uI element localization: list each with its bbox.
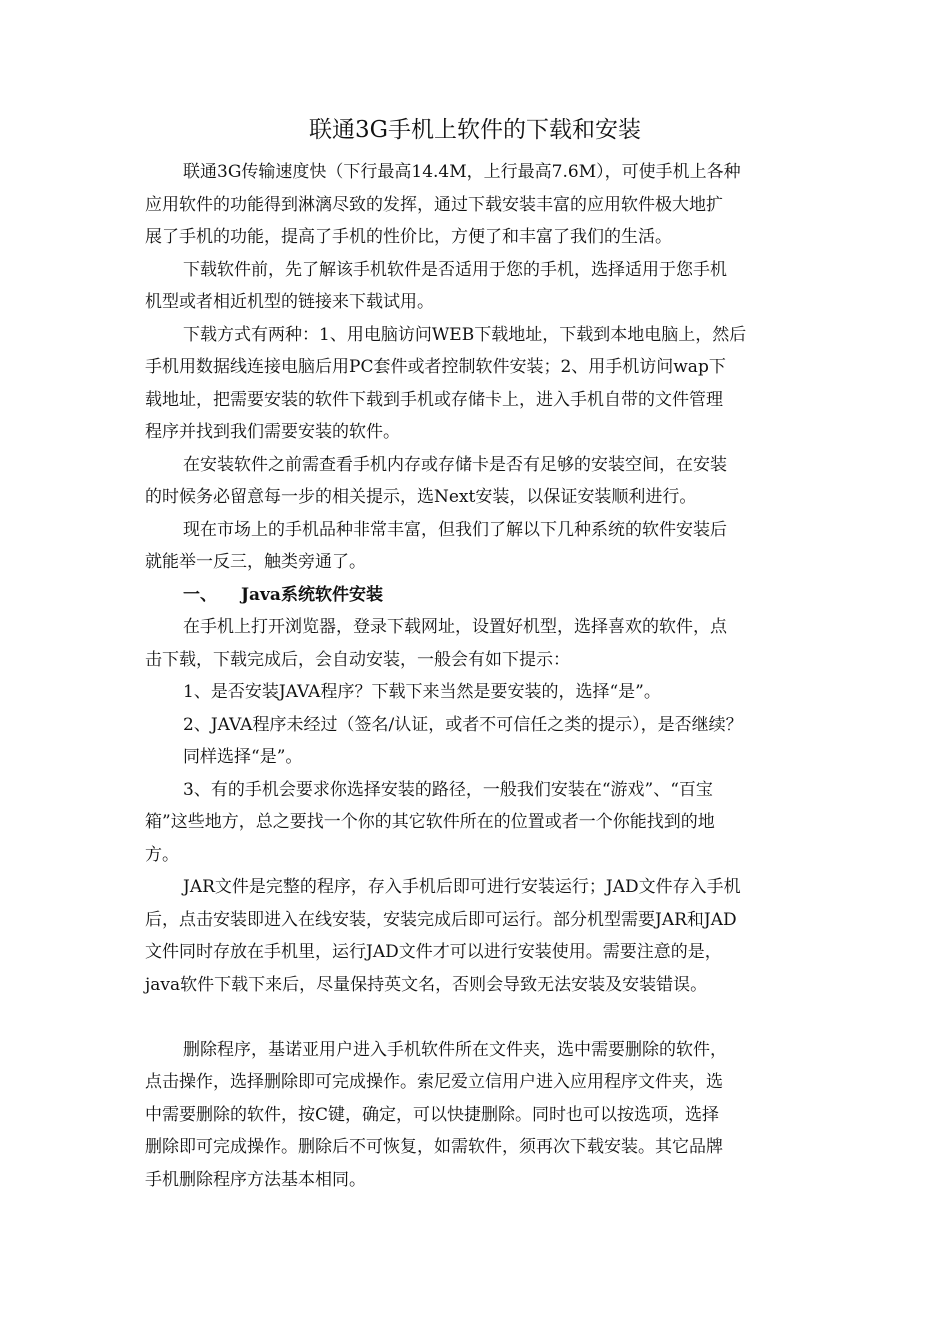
list-item-3-line-2: 箱”这些地方，总之要找一个你的其它软件所在的位置或者一个你能找到的地 [145,812,715,832]
paragraph-space-line-1: 在安装软件之前需查看手机内存或存储卡是否有足够的安装空间，在安装 [183,455,727,475]
paragraph-intro-line-3: 展了手机的功能，提高了手机的性价比，方便了和丰富了我们的生活。 [145,227,672,247]
paragraph-jar-line-4: java软件下载下来后，尽量保持英文名，否则会导致无法安装及安装错误。 [145,975,708,995]
list-item-1: 1、是否安装JAVA程序？下载下来当然是要安装的，选择“是”。 [183,682,661,702]
section-heading-java [183,579,810,611]
paragraph-intro-line-1: 联通3G传输速度快（下行最高14.4M，上行最高7.6M），可使手机上各种 [183,162,741,182]
list-item-2-continued: 同样选择“是”。 [183,747,303,767]
paragraph-jar-line-1: JAR文件是完整的程序，存入手机后即可进行安装运行；JAD文件存入手机 [183,877,741,897]
section-heading-text: Java系统软件安装 [241,585,383,605]
paragraph-prep-line-1: 下载软件前，先了解该手机软件是否适用于您的手机，选择适用于您手机 [183,260,727,280]
paragraph-intro-line-2: 应用软件的功能得到淋漓尽致的发挥，通过下载安装丰富的应用软件极大地扩 [145,195,723,215]
list-item-3-line-3: 方。 [145,845,179,865]
list-item-2: 2、JAVA程序未经过（签名/认证，或者不可信任之类的提示），是否继续？ [183,715,743,735]
paragraph-delete-line-1: 删除程序，基诺亚用户进入手机软件所在文件夹，选中需要删除的软件， [183,1040,727,1060]
paragraph-delete-line-4: 删除即可完成操作。删除后不可恢复，如需软件，须再次下载安装。其它品牌 [145,1137,723,1157]
paragraph-delete-line-5: 手机删除程序方法基本相同。 [145,1170,366,1190]
paragraph-methods-line-3: 载地址，把需要安装的软件下载到手机或存储卡上，进入手机自带的文件管理 [145,390,723,410]
paragraph-jar-line-2: 后，点击安装即进入在线安装，安装完成后即可运行。部分机型需要JAR和JAD [145,910,737,930]
paragraph-delete-line-3: 中需要删除的软件，按C键，确定，可以快捷删除。同时也可以按选项，选择 [145,1105,720,1125]
paragraph-java-line-2: 击下载，下载完成后，会自动安装，一般会有如下提示： [145,650,570,670]
document-title: 联通3G手机上软件的下载和安装 [308,117,641,143]
section-heading-number: 一、 [183,585,217,605]
paragraph-market-line-2: 就能举一反三，触类旁通了。 [145,552,366,572]
paragraph-java-line-1: 在手机上打开浏览器，登录下载网址，设置好机型，选择喜欢的软件，点 [183,617,727,637]
list-item-3-line-1: 3、有的手机会要求你选择安装的路径，一般我们安装在“游戏”、“百宝 [183,780,713,800]
paragraph-methods-line-4: 程序并找到我们需要安装的软件。 [145,422,400,442]
paragraph-jar-line-3: 文件同时存放在手机里，运行JAD文件才可以进行安装使用。需要注意的是， [145,942,722,962]
paragraph-methods-line-1: 下载方式有两种：1、用电脑访问WEB下载地址，下载到本地电脑上，然后 [183,325,747,345]
paragraph-methods-line-2: 手机用数据线连接电脑后用PC套件或者控制软件安装；2、用手机访问wap下 [145,357,726,377]
paragraph-space-line-2: 的时候务必留意每一步的相关提示，选Next安装，以保证安装顺利进行。 [145,487,697,507]
paragraph-market-line-1: 现在市场上的手机品种非常丰富，但我们了解以下几种系统的软件安装后 [183,520,727,540]
paragraph-delete-line-2: 点击操作，选择删除即可完成操作。索尼爱立信用户进入应用程序文件夹，选 [145,1072,723,1092]
paragraph-prep-line-2: 机型或者相近机型的链接来下载试用。 [145,292,434,312]
